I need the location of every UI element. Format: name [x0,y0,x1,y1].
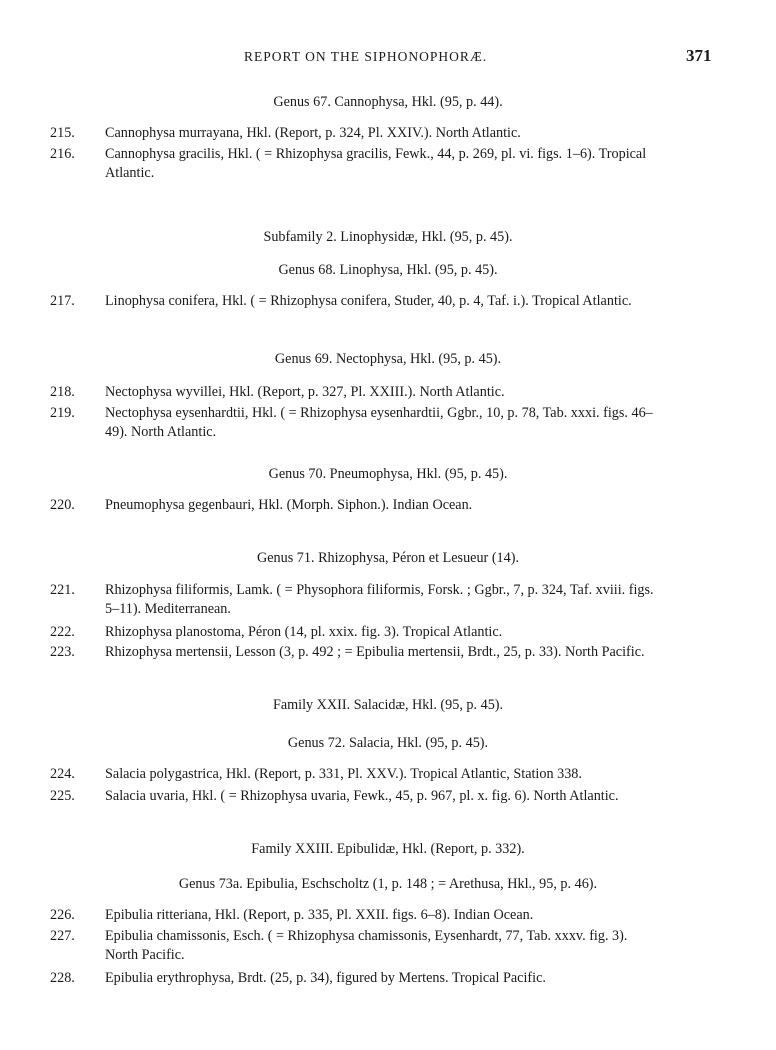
genus-heading: Genus 73a. Epibulia, Eschscholtz (1, p. 148 ; = Arethusa, Hkl., 95, p. 46). [178,876,598,892]
entry-number: 218. [50,384,75,400]
entry-number: 216. [50,146,75,162]
entry-text: Nectophysa eysenhardtii, Hkl. ( = Rhizophysa eysenhardtii, Ggbr., 10, p. 78, Tab. xxxi. figs. 46– [105,405,653,421]
entry-text: Salacia polygastrica, Hkl. (Report, p. 331, Pl. XXV.). Tropical Atlantic, Station 338. [105,766,582,782]
genus-heading: Genus 70. Pneumophysa, Hkl. (95, p. 45). [268,466,508,482]
running-title: REPORT ON THE SIPHONOPHORÆ. [244,49,488,64]
entry-text-continued: 5–11). Mediterranean. [105,601,231,617]
list-item [50,969,730,988]
entry-number: 220. [50,497,75,513]
list-item [50,404,730,442]
entry-text-continued: North Pacific. [105,947,185,963]
list-item [50,643,730,662]
entry-text: Salacia uvaria, Hkl. ( = Rhizophysa uvaria, Fewk., 45, p. 967, pl. x. fig. 6). North Atlantic. [105,788,619,804]
entry-text: Linophysa conifera, Hkl. ( = Rhizophysa conifera, Studer, 40, p. 4, Taf. i.). Tropical Atlantic. [105,293,632,309]
family-heading: Family XXIII. Epibulidæ, Hkl. (Report, p. 332). [251,841,525,857]
entry-number: 225. [50,788,75,804]
entry-text: Rhizophysa filiformis, Lamk. ( = Physophora filiformis, Forsk. ; Ggbr., 7, p. 324, Taf. xviii. figs. [105,582,654,598]
entry-text: Cannophysa murrayana, Hkl. (Report, p. 324, Pl. XXIV.). North Atlantic. [105,125,521,141]
list-item [50,124,730,143]
entry-text: Epibulia erythrophysa, Brdt. (25, p. 34), figured by Mertens. Tropical Pacific. [105,970,546,986]
list-item [50,496,730,515]
subfamily-heading: Subfamily 2. Linophysidæ, Hkl. (95, p. 45). [263,229,513,245]
list-item [50,787,730,806]
entry-number: 217. [50,293,75,309]
entry-number: 228. [50,970,75,986]
entry-number: 224. [50,766,75,782]
list-item [50,906,730,925]
list-item [50,765,730,784]
list-item [50,623,730,642]
entry-text: Cannophysa gracilis, Hkl. ( = Rhizophysa gracilis, Fewk., 44, p. 269, pl. vi. figs. 1–6). Tropical [105,146,647,162]
page-number: 371 [686,46,712,65]
entry-number: 227. [50,928,75,944]
running-header [0,46,776,70]
list-item [50,383,730,402]
genus-heading: Genus 67. Cannophysa, Hkl. (95, p. 44). [273,94,503,110]
list-item [50,292,730,311]
entry-text: Pneumophysa gegenbauri, Hkl. (Morph. Siphon.). Indian Ocean. [105,497,473,513]
genus-heading: Genus 69. Nectophysa, Hkl. (95, p. 45). [274,351,502,367]
list-item [50,927,730,965]
entry-text: Nectophysa wyvillei, Hkl. (Report, p. 327, Pl. XXIII.). North Atlantic. [105,384,505,400]
entry-number: 222. [50,624,75,640]
genus-heading: Genus 71. Rhizophysa, Péron et Lesueur (14). [256,550,520,566]
family-heading: Family XXII. Salacidæ, Hkl. (95, p. 45). [272,697,504,713]
entry-text-continued: 49). North Atlantic. [105,424,217,440]
genus-heading: Genus 72. Salacia, Hkl. (95, p. 45). [287,735,489,751]
entry-number: 221. [50,582,75,598]
entry-text: Rhizophysa mertensii, Lesson (3, p. 492 ; = Epibulia mertensii, Brdt., 25, p. 33). North Pacific. [105,644,645,660]
entry-text: Epibulia chamissonis, Esch. ( = Rhizophysa chamissonis, Eysenhardt, 77, Tab. xxxv. fig. 3). [105,928,628,944]
list-item [50,581,730,619]
entry-number: 219. [50,405,75,421]
entry-number: 215. [50,125,75,141]
entry-number: 223. [50,644,75,660]
genus-heading: Genus 68. Linophysa, Hkl. (95, p. 45). [278,262,498,278]
entry-text: Epibulia ritteriana, Hkl. (Report, p. 335, Pl. XXII. figs. 6–8). Indian Ocean. [105,907,534,923]
list-item [50,145,730,183]
entry-number: 226. [50,907,75,923]
entry-text-continued: Atlantic. [105,165,155,181]
entry-text: Rhizophysa planostoma, Péron (14, pl. xxix. fig. 3). Tropical Atlantic. [105,624,503,640]
